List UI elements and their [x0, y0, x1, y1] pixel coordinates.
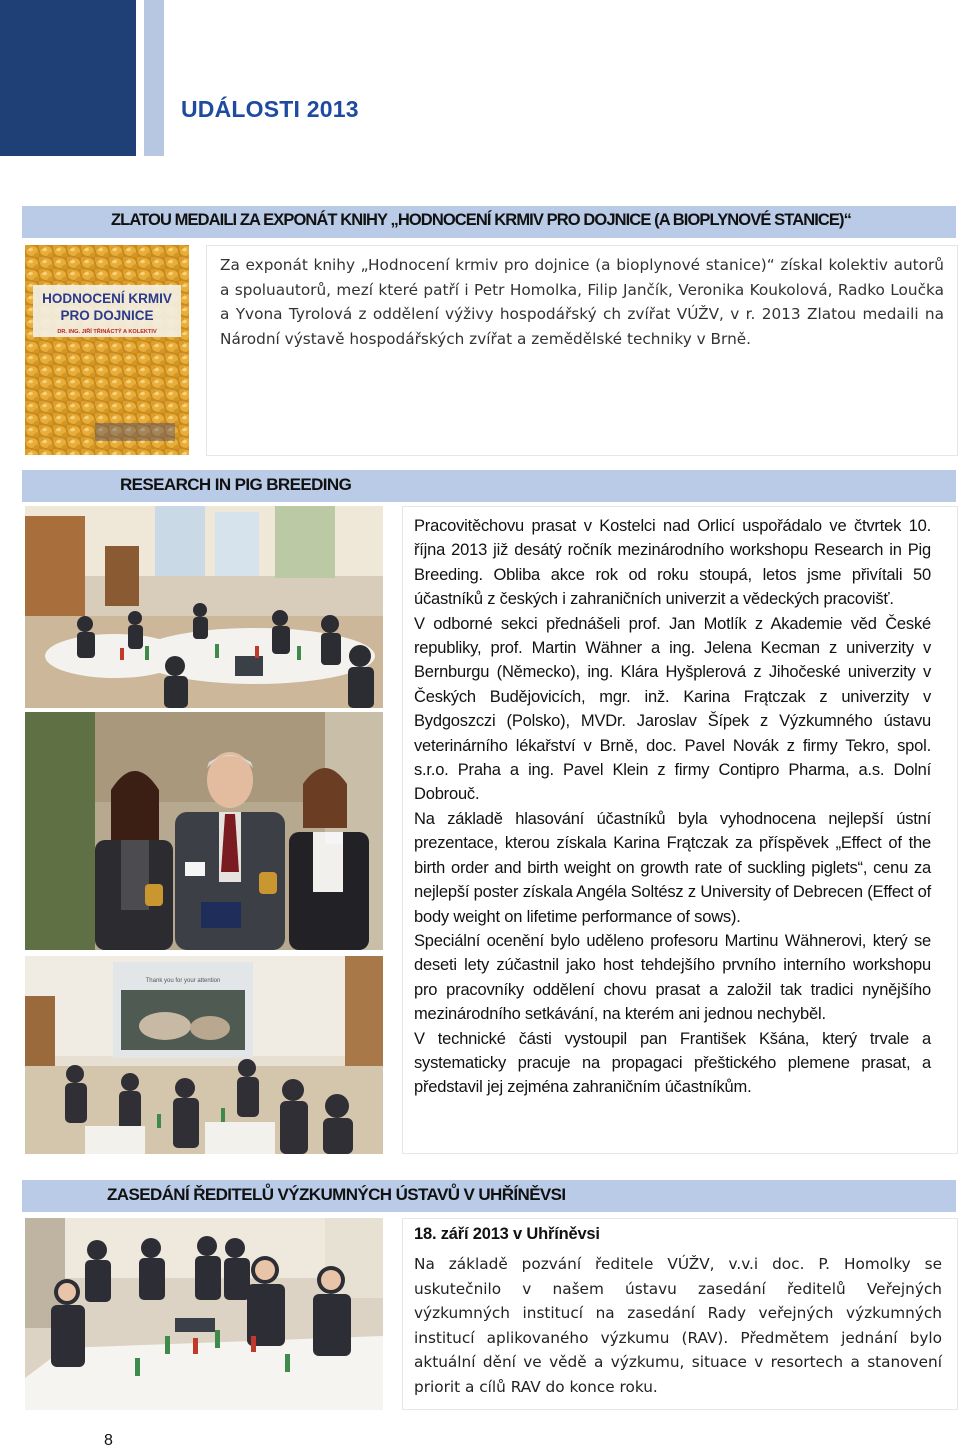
- medal-paragraph: Za exponát knihy „Hodnocení krmiv pro dojnice (a bioplynové stanice)“ získal kolektiv autorů a spoluautorů, mezí které patří i Petr Homolka, Filip Jančík, Veronika Koukolová, Radko Loučka a Yvona Tyrolová z oddělení výživy hospodářský ch zvířat VÚŽV, v r. 2013 Zlatou medaili na Národní výstavě hospodářských zvířat a zemědělské techniky v Brně.: [220, 256, 944, 348]
- award-winners-photo: [25, 712, 383, 950]
- meeting-date-line: 18. září 2013 v Uhříněvsi: [414, 1225, 600, 1243]
- article-paragraph: Speciální ocenění bylo uděleno profesoru Martinu Wähnerovi, který se deseti lety zúčastnil jako host tehdejšího prvního interního workshopu pro pracovníky oddělení chovu prasat a založil tak tradici nynějšího mezinárodního setkávání, na kterém ani jednou nechyběl.: [414, 931, 931, 1024]
- header-decor-light-bar: [144, 0, 164, 156]
- lecture-audience-photo: [25, 956, 383, 1154]
- book-cover-image: [25, 245, 189, 455]
- projector-slide-text: Thank you for your attention: [145, 978, 221, 984]
- header-decor-dark-bar: [0, 0, 136, 156]
- article-paragraph: V technické části vystoupil pan František Kšána, který trvale a systematicky pracuje na propagaci přeštického plemene prasat, a představil jej zejména zahraničním účastníkům.: [414, 1029, 931, 1097]
- directors-paragraph: Na základě pozvání ředitele VÚŽV, v.v.i doc. P. Homolky se uskutečnilo v našem ústavu zasedání ředitelů Veřejných výzkumných institucí na zasedání Rady veřejných výzkumných institucí aplikovaného výzkumu (RAV). Předmětem jednání bylo aktuální dění ve vědě a výzkumu, situace v resortech a stanovení priorit a cílů RAV do konce roku.: [414, 1255, 942, 1396]
- section-heading-pig-breeding: RESEARCH IN PIG BREEDING: [120, 475, 352, 494]
- directors-meeting-photo: [25, 1218, 383, 1410]
- page-title: UDÁLOSTI 2013: [181, 96, 359, 122]
- article-paragraph: Pracovitěchovu prasat v Kostelci nad Orlicí uspořádalo ve čtvrtek 10. října 2013 již desátý ročník mezinárodního workshopu Research in Pig Breeding. Obliba akce rok od roku stoupá, letos jsme přivítali 50 účastníků z českých i zahraničních univerzit a vědeckých pracovišť.: [414, 517, 931, 609]
- page-number: 8: [104, 1432, 113, 1449]
- book-author-line: DR. ING. JIŘÍ TŘINÁCTÝ A KOLEKTIV: [57, 329, 157, 335]
- pig-breeding-article: [414, 514, 931, 1100]
- section-heading-medal: ZLATOU MEDAILI ZA EXPONÁT KNIHY „HODNOCENÍ KRMIV PRO DOJNICE (A BIOPLYNOVÉ STANICE)“: [111, 211, 851, 229]
- workshop-room-photo: [25, 506, 383, 708]
- section-heading-directors-meeting: ZASEDÁNÍ ŘEDITELŮ VÝZKUMNÝCH ÚSTAVŮ V UHŘÍNĚVSI: [107, 1185, 566, 1204]
- article-paragraph: V odborné sekci přednášeli prof. Jan Motlík z Akademie věd České republiky, prof. Martin Wähner a ing. Jelena Kecman z univerzity v Bernburgu (Německo), ing. Klára Hyšplerová z Jihočeské univerzity v Českých Budějovicích, mgr. inž. Karina Frątczak z univerzity v Bydgoszczi (Polsko), MVDr. Jaroslav Šípek z Výzkumného ústavu veterinárního lékařství v Brně, doc. Pavel Novák z firmy Tekro, spol. s.r.o. Praha a ing. Pavel Klein z firmy Contipro Pharma, a.s. Dolní Dobrouč.: [414, 614, 931, 804]
- book-title-line2: PRO DOJNICE: [60, 308, 154, 323]
- article-paragraph: Na základě hlasování účastníků byla vyhodnocena nejlepší ústní prezentace, kterou získala Karina Frątczak za příspěvek „Effect of the birth order and birth weight on growth rate of suckling piglets“, cenu za nejlepší poster získala Angéla Soltész z University of Debrecen (Effect of body weight on lifetime performance of sows).: [414, 809, 931, 926]
- book-title-line1: HODNOCENÍ KRMIV: [42, 291, 172, 306]
